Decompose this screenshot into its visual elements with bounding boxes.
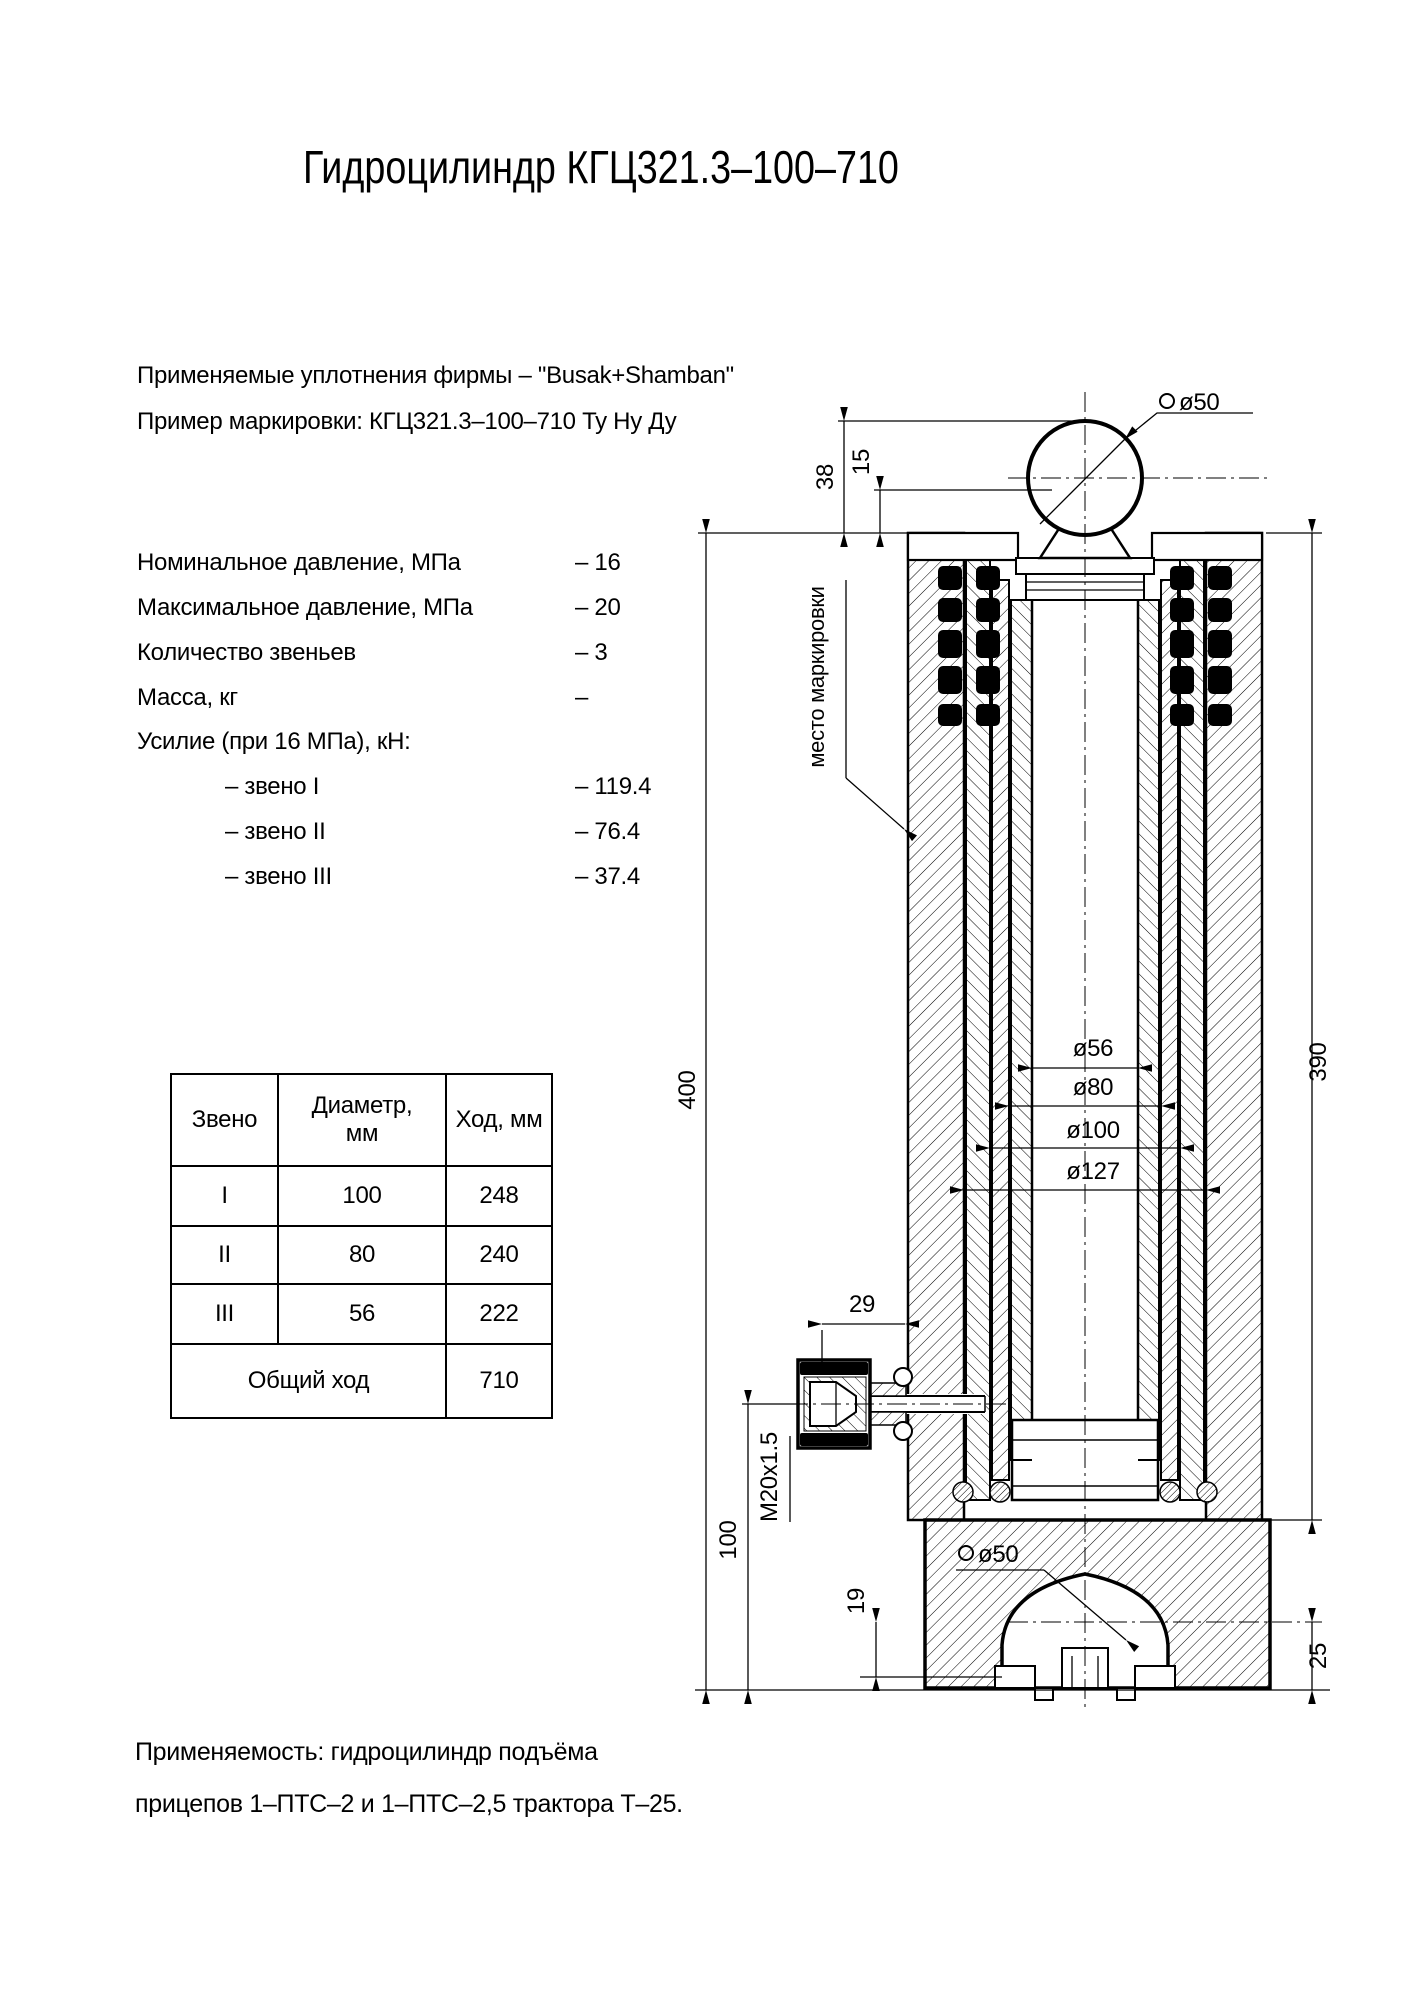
- table-cell: II: [171, 1226, 278, 1284]
- table-cell: 100: [278, 1166, 446, 1226]
- spec-label: Максимальное давление, МПа: [137, 594, 473, 621]
- page-title: Гидроцилиндр КГЦ321.3–100–710: [303, 141, 899, 193]
- spec-value: –: [575, 684, 589, 711]
- sphere-diameter-symbol: [1160, 394, 1174, 408]
- table-total-value: 710: [446, 1344, 552, 1418]
- table-cell: I: [171, 1166, 278, 1226]
- dim-d56: ø56: [1072, 1035, 1114, 1062]
- dim-390: 390: [1305, 1042, 1332, 1082]
- marking-note: место маркировки: [804, 586, 829, 768]
- table-header-diameter-line2: мм: [345, 1120, 379, 1147]
- spec-label: Усилие (при 16 МПа), кН:: [137, 728, 411, 755]
- application-line-1: Применяемость: гидроцилиндр подъёма: [135, 1738, 598, 1766]
- application-line-2: прицепов 1–ПТС–2 и 1–ПТС–2,5 трактора Т–25.: [135, 1790, 683, 1818]
- spec-label: Количество звеньев: [137, 639, 356, 666]
- table-cell: 56: [278, 1284, 446, 1344]
- table-cell: III: [171, 1284, 278, 1344]
- spec-value: – 16: [575, 549, 621, 576]
- table-cell: 248: [446, 1166, 552, 1226]
- spec-value: – 37.4: [575, 863, 640, 890]
- dim-19: 19: [843, 1587, 870, 1615]
- table-total-label: Общий ход: [171, 1344, 446, 1418]
- dim-thread: M20x1.5: [756, 1432, 783, 1522]
- spec-label: – звено I: [225, 773, 320, 800]
- dim-38: 38: [812, 463, 839, 491]
- dim-sphere-top: ø50: [1179, 389, 1220, 416]
- spec-label: – звено II: [225, 818, 326, 845]
- dim-d100: ø100: [1066, 1117, 1120, 1144]
- spec-value: – 119.4: [575, 773, 652, 800]
- dim-29: 29: [848, 1291, 876, 1318]
- spec-value: – 3: [575, 639, 608, 666]
- dim-15: 15: [848, 448, 875, 476]
- dim-100: 100: [715, 1520, 742, 1560]
- table-cell: 240: [446, 1226, 552, 1284]
- spec-label: – звено III: [225, 863, 332, 890]
- dim-d80: ø80: [1072, 1074, 1114, 1101]
- dim-d127: ø127: [1066, 1158, 1120, 1185]
- dim-25: 25: [1305, 1642, 1332, 1670]
- table-header-stroke: Ход, мм: [446, 1074, 552, 1166]
- table-header-link: Звено: [171, 1074, 278, 1166]
- spec-label: Масса, кг: [137, 684, 238, 711]
- dim-sphere-bottom: ø50: [978, 1541, 1019, 1568]
- spec-label: Номинальное давление, МПа: [137, 549, 461, 576]
- note-marking-example: Пример маркировки: КГЦ321.3–100–710 Ту Ну Ду: [137, 408, 677, 435]
- spec-value: – 20: [575, 594, 621, 621]
- base-block: [925, 1520, 1270, 1700]
- table-cell: 80: [278, 1226, 446, 1284]
- table-cell: 222: [446, 1284, 552, 1344]
- spec-value: – 76.4: [575, 818, 640, 845]
- table-header-diameter-line1: Диаметр,: [311, 1092, 413, 1119]
- note-seals: Применяемые уплотнения фирмы – "Busak+Shamban": [137, 362, 734, 389]
- dim-400: 400: [674, 1070, 701, 1110]
